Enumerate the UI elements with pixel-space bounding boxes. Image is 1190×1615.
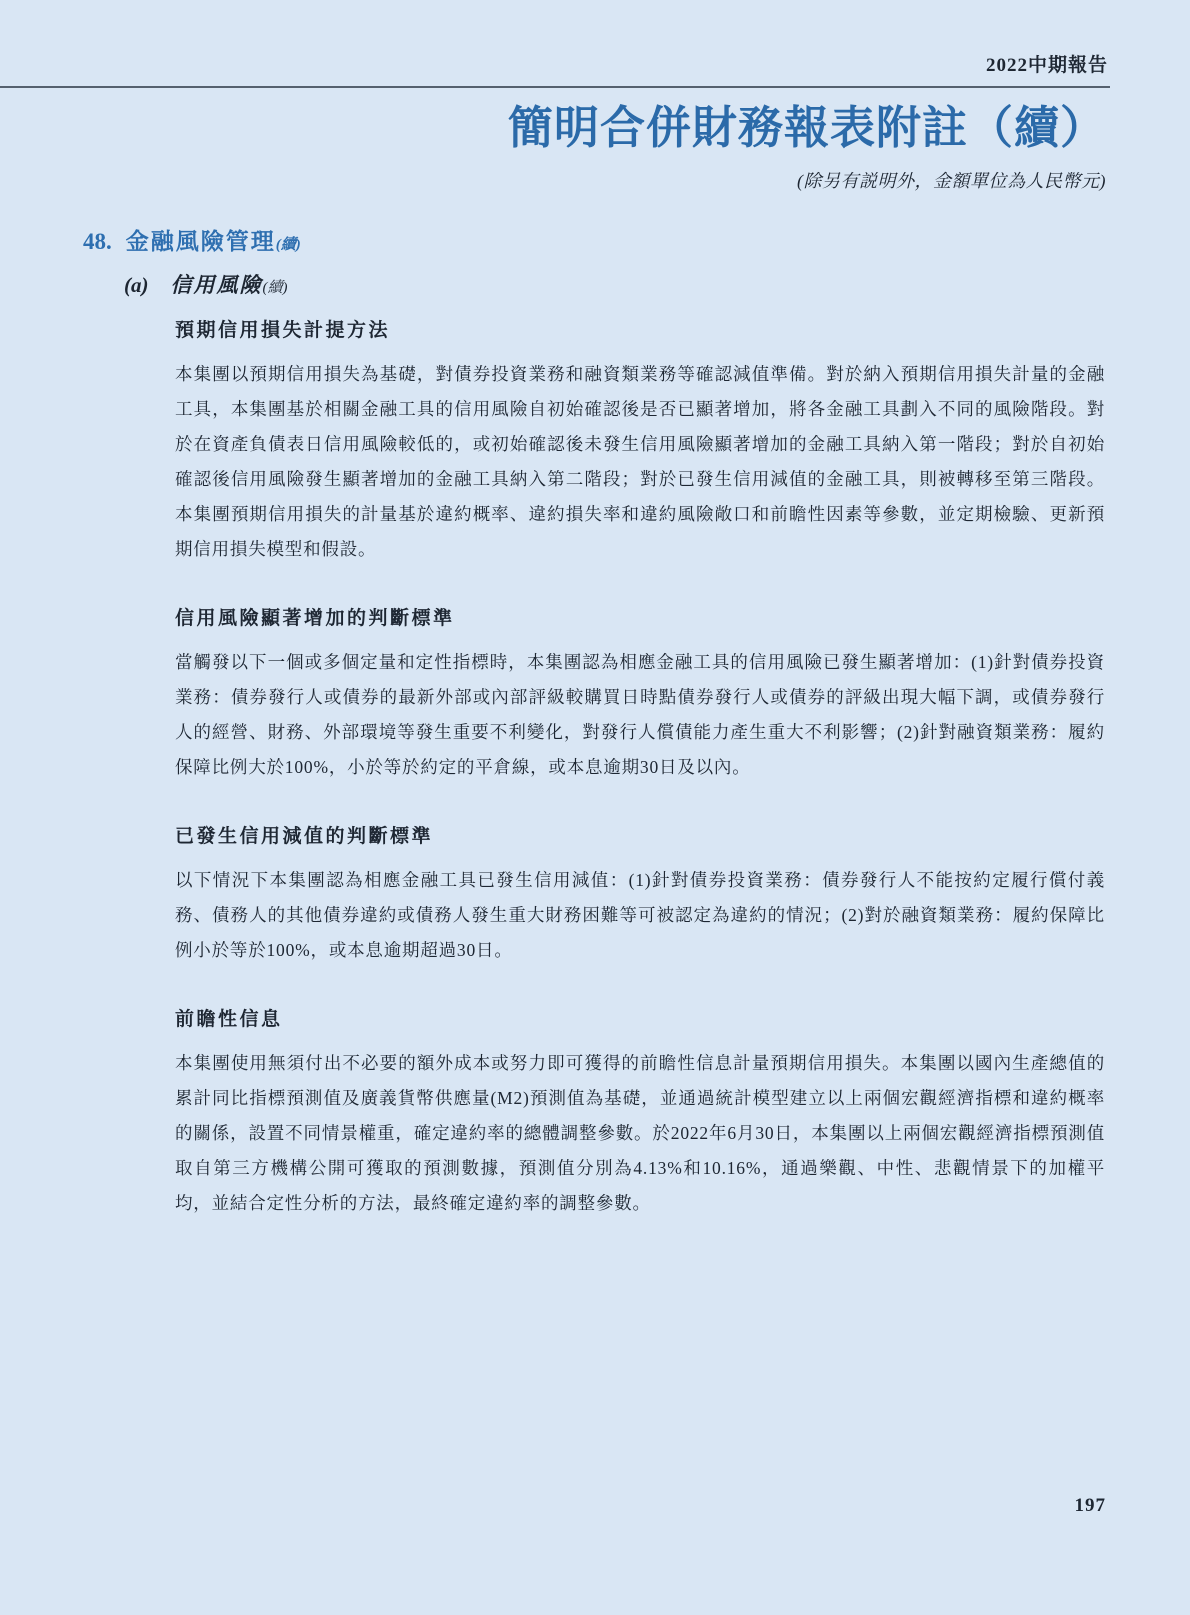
block-heading-credit-impaired-criteria: 已發生信用減值的判斷標準 xyxy=(175,825,434,847)
title-block xyxy=(0,103,1190,193)
section-number: 48. xyxy=(83,228,112,254)
subsection-a-heading xyxy=(124,269,1190,299)
content-block-credit-impaired-criteria xyxy=(175,821,1105,968)
subsection-title: 信用風險 xyxy=(170,272,263,297)
content-block-expected-credit-loss xyxy=(175,315,1105,567)
block-body-credit-impaired-criteria: 以下情況下本集團認為相應金融工具已發生信用減值：(1)針對債券投資業務：債券發行人不能按約定履行償付義務、債務人的其他債券違約或債務人發生重大財務困難等可被認定為違約的情況；(2)對於融資類業務：履約保障比例小於等於100%，或本息逾期超過30日。 xyxy=(175,869,1105,960)
section-title: 金融風險管理 xyxy=(125,228,276,254)
content-column xyxy=(175,315,1105,1221)
content-block-forward-looking-info xyxy=(175,1004,1105,1221)
page-number: 197 xyxy=(1074,1495,1106,1516)
subsection-label: (a) xyxy=(124,272,149,297)
section-continued-label: (續) xyxy=(275,236,301,253)
block-heading-significant-increase-criteria: 信用風險顯著增加的判斷標準 xyxy=(175,607,455,629)
block-heading-forward-looking-info: 前瞻性信息 xyxy=(175,1008,283,1030)
block-heading-expected-credit-loss-method: 預期信用損失計提方法 xyxy=(175,319,391,341)
block-body-expected-credit-loss-method: 本集團以預期信用損失為基礎，對債券投資業務和融資類業務等確認減值準備。對於納入預期信用損失計量的金融工具，本集團基於相關金融工具的信用風險自初始確認後是否已顯著增加，將各金融工具劃入不同的風險階段。對於在資產負債表日信用風險較低的，或初始確認後未發生信用風險顯著增加的金融工具納入第一階段；對於自初始確認後信用風險發生顯著增加的金融工具納入第二階段；對於已發生信用減值的金融工具，則被轉移至第三階段。本集團預期信用損失的計量基於違約概率、違約損失率和違約風險敞口和前瞻性因素等參數，並定期檢驗、更新預期信用損失模型和假設。 xyxy=(175,363,1105,559)
content-block-significant-increase-criteria xyxy=(175,603,1105,785)
report-header-label: 2022中期報告 xyxy=(985,55,1108,76)
subsection-continued-label: (續) xyxy=(262,279,288,296)
header-divider xyxy=(0,86,1110,88)
document-subtitle: (除另有説明外，金額單位為人民幣元) xyxy=(797,170,1106,191)
block-body-forward-looking-info: 本集團使用無須付出不必要的額外成本或努力即可獲得的前瞻性信息計量預期信用損失。本集團以國內生產總值的累計同比指標預測值及廣義貨幣供應量(M2)預測值為基礎，並通過統計模型建立以上兩個宏觀經濟指標和違約概率的關係，設置不同情景權重，確定違約率的總體調整參數。於2022年6月30日，本集團以上兩個宏觀經濟指標預測值取自第三方機構公開可獲取的預測數據，預測值分別為4.13%和10.16%，通過樂觀、中性、悲觀情景下的加權平均，並結合定性分析的方法，最終確定違約率的調整參數。 xyxy=(175,1052,1105,1213)
page-header xyxy=(0,0,1190,77)
document-title: 簡明合併財務報表附註（續） xyxy=(507,103,1106,153)
block-body-significant-increase-criteria: 當觸發以下一個或多個定量和定性指標時，本集團認為相應金融工具的信用風險已發生顯著增加：(1)針對債券投資業務：債券發行人或債券的最新外部或內部評級較購買日時點債券發行人或債券的評級出現大幅下調，或債券發行人的經營、財務、外部環境等發生重要不利變化，對發行人償債能力產生重大不利影響；(2)針對融資類業務：履約保障比例大於100%，小於等於約定的平倉線，或本息逾期30日及以內。 xyxy=(175,651,1105,777)
section-48-heading xyxy=(83,223,1190,256)
